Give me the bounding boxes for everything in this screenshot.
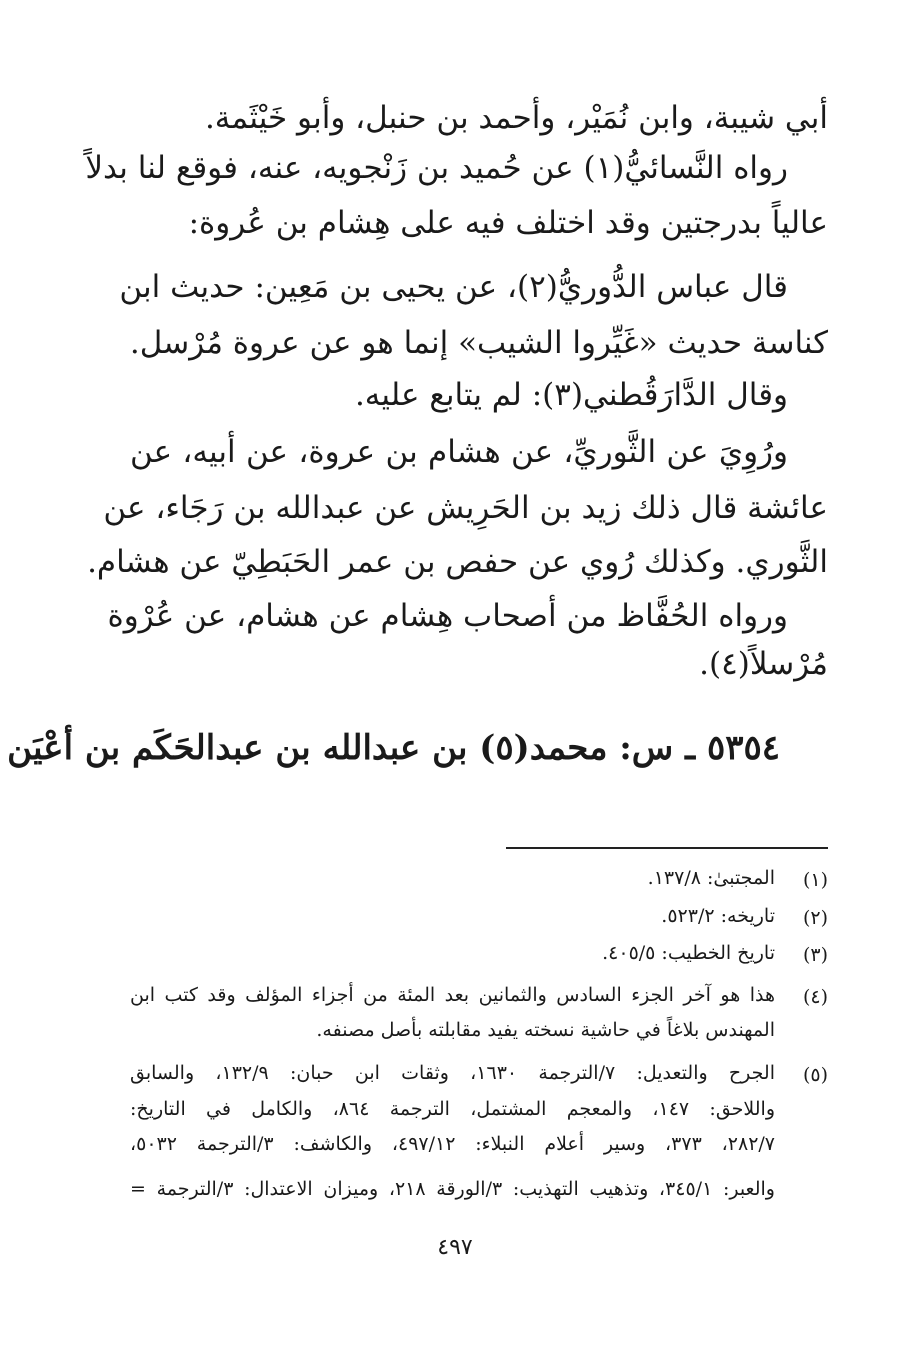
footnote-text: واللاحق: ١٤٧، والمعجم المشتمل، الترجمة ٨٦٤، والكامل في التاريخ: bbox=[130, 1098, 775, 1120]
footnote-text: هذا هو آخر الجزء السادس والثمانين بعد المئة من أجزاء المؤلف وقد كتب ابن bbox=[130, 984, 775, 1006]
text-line-8: عائشة قال ذلك زيد بن الحَرِيش عن عبدالله بن رَجَاء، عن bbox=[103, 490, 828, 526]
footnote-text: والعبر: ٣٤٥/١، وتذهيب التهذيب: ٣/الورقة ٢١٨، وميزان الاعتدال: ٣/الترجمة = bbox=[130, 1178, 775, 1200]
text-line-11: مُرْسلاً(٤). bbox=[699, 646, 828, 682]
text-line-5: كناسة حديث «غَيِّروا الشيب» إنما هو عن عروة مُرْسل. bbox=[129, 325, 828, 361]
text-line-6: وقال الدَّارَقُطني(٣): لم يتابع عليه. bbox=[354, 377, 788, 413]
text-line-10: ورواه الحُفَّاظ من أصحاب هِشام عن هشام، عن عُرْوة bbox=[107, 598, 788, 634]
page-number: ٤٩٧ bbox=[437, 1235, 473, 1260]
text-line-9: الثَّوري. وكذلك رُوي عن حفص بن عمر الحَبَطِيّ عن هشام. bbox=[87, 544, 828, 580]
text-line-7: ورُوِيَ عن الثَّوريِّ، عن هشام بن عروة، عن أبيه، عن bbox=[130, 434, 788, 470]
footnote-number: (١) bbox=[802, 869, 828, 891]
text-line-4: قال عباس الدُّوريُّ(٢)، عن يحيى بن مَعِين: حديث ابن bbox=[119, 269, 788, 305]
entry-heading: ٥٣٥٤ ـ س: محمد(٥) بن عبدالله بن عبدالحَكَم بن أعْيَن bbox=[7, 728, 780, 768]
text-line-1: أبي شيبة، وابن نُمَيْر، وأحمد بن حنبل، وأبو خَيْثَمة. bbox=[204, 100, 828, 136]
text-line-3: عالياً بدرجتين وقد اختلف فيه على هِشام بن عُروة: bbox=[188, 205, 828, 241]
footnote-text: ٢٨٢/٧، ٣٧٣، وسير أعلام النبلاء: ٤٩٧/١٢، والكاشف: ٣/الترجمة ٥٠٣٢، bbox=[130, 1133, 776, 1155]
footnote-text: الجرح والتعديل: ٧/الترجمة ١٦٣٠، وثقات ابن حبان: ١٣٢/٩، والسابق bbox=[130, 1062, 775, 1084]
footnote-text: المهندس بلاغاً في حاشية نسخته يفيد مقابلته بأصل مصنفه. bbox=[316, 1019, 775, 1041]
footnote-text: تاريخه: ٥٢٣/٢. bbox=[661, 905, 775, 927]
footnote-text: المجتبىٰ: ١٣٧/٨. bbox=[647, 867, 775, 889]
footnote-text: تاريخ الخطيب: ٤٠٥/٥. bbox=[602, 942, 775, 964]
footnote-number: (٥) bbox=[802, 1064, 828, 1086]
footnote-number: (٢) bbox=[802, 907, 828, 929]
footnote-number: (٤) bbox=[802, 986, 828, 1008]
footnote-divider bbox=[506, 847, 828, 849]
text-line-2: رواه النَّسائيُّ(١) عن حُميد بن زَنْجويه، عنه، فوقع لنا بدلاً bbox=[85, 150, 788, 186]
footnote-number: (٣) bbox=[802, 944, 828, 966]
